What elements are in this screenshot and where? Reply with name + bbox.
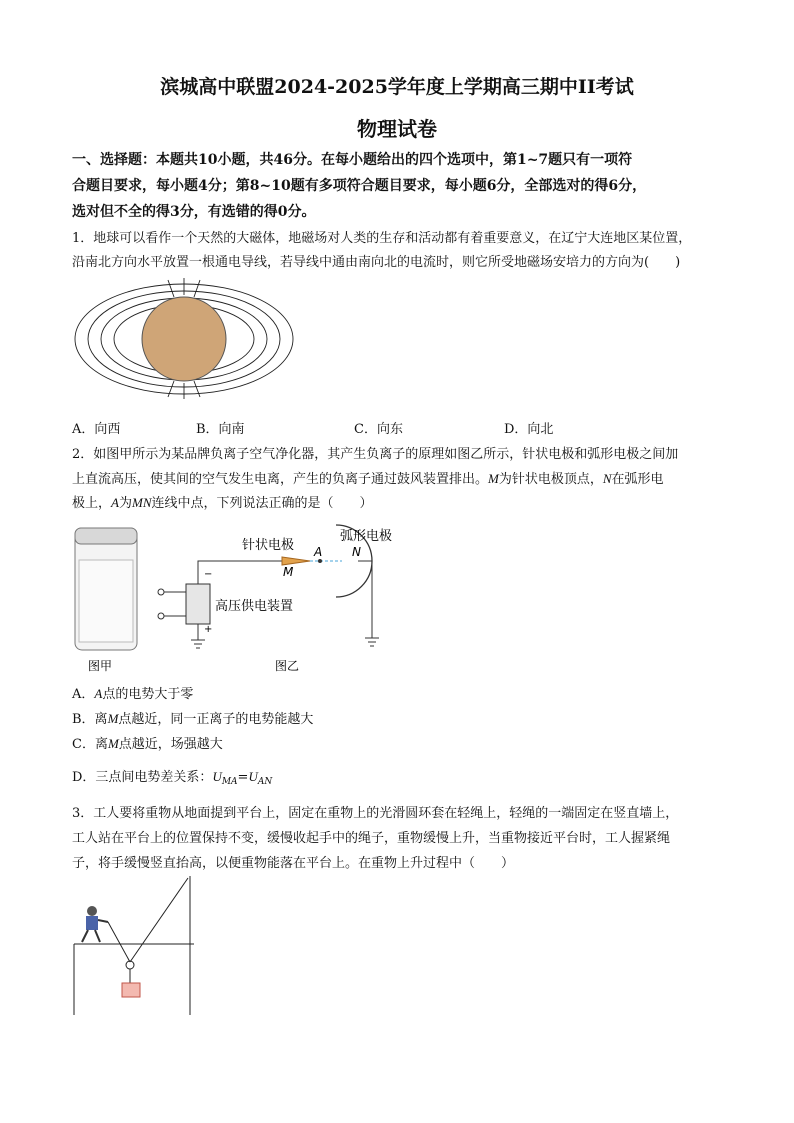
paper-subtitle: 物理试卷 (357, 117, 437, 141)
q1-option-b[interactable]: B．向南 (196, 422, 245, 437)
section-instruction-line: 选对但不全的得3分，有选错的得0分。 (72, 204, 316, 220)
air-purifier-figure (70, 520, 430, 680)
figure-a-caption: 图甲 (88, 659, 113, 673)
q3-stem-line: 工人站在平台上的位置保持不变，缓慢收起手中的绳子，重物缓慢上升，当重物接近平台时，工人握紧绳 (72, 831, 671, 846)
needle-electrode-label: 针状电极 (242, 538, 295, 553)
q1-stem-line: 沿南北方向水平放置一根通电导线，若导线中通由南向北的电流时，则它所受地磁场安培力的方向为( ) (72, 255, 681, 270)
section-instruction-line: 合题目要求，每小题4分；第8~10题有多项符合题目要求，每小题6分，全部选对的得6分， (72, 178, 647, 194)
section-instruction-line: 一、选择题：本题共10小题，共46分。在每小题给出的四个选项中，第1~7题只有一项符 (72, 152, 633, 168)
q1-option-d[interactable]: D．向北 (504, 422, 554, 437)
q2-stem-line: 2．如图甲所示为某品牌负离子空气净化器，其产生负离子的原理如图乙所示，针状电极和弧形电极之间加 (72, 447, 679, 462)
point-n-label: N (352, 545, 361, 559)
q2-option-b[interactable]: B．离M点越近，同一正离子的电势能越大 (72, 711, 314, 727)
arc-electrode-label: 弧形电极 (340, 529, 393, 544)
q3-stem-line: 子，将手缓慢竖直抬高，以便重物能落在平台上。在重物上升过程中（ ） (72, 856, 515, 871)
earth-magnetic-field-figure (72, 275, 302, 400)
plus-sign: + (204, 624, 213, 635)
exam-title: 滨城高中联盟2024-2025学年度上学期高三期中II考试 (160, 76, 634, 98)
worker-pulley-figure (70, 872, 200, 1022)
q2-option-d[interactable]: D．三点间电势差关系：$U_{MA}=U_{AN}$ (72, 769, 273, 787)
point-a-label: A (314, 545, 323, 559)
q1-option-a[interactable]: A．向西 (72, 422, 121, 437)
q1-stem-line: 1．地球可以看作一个天然的大磁体，地磁场对人类的生存和活动都有着重要意义，在辽宁大连地区某位置， (72, 231, 692, 246)
power-supply-label: 高压供电装置 (215, 599, 294, 614)
q2-stem-line: 极上，A为MN连线中点，下列说法正确的是（ ） (72, 495, 373, 511)
q1-option-c[interactable]: C．向东 (354, 422, 403, 437)
figure-b-caption: 图乙 (275, 659, 300, 673)
minus-sign: − (204, 569, 213, 580)
q2-stem-line: 上直流高压，使其间的空气发生电离，产生的负离子通过鼓风装置排出。M为针状电极顶点，N在弧形电 (72, 471, 664, 487)
q3-stem-line: 3．工人要将重物从地面提到平台上，固定在重物上的光滑圆环套在轻绳上，轻绳的一端固定在竖直墙上， (72, 806, 679, 821)
point-m-label: M (283, 565, 294, 579)
q2-option-c[interactable]: C．离M点越近，场强越大 (72, 736, 223, 752)
q2-option-a[interactable]: A．A点的电势大于零 (72, 686, 194, 702)
